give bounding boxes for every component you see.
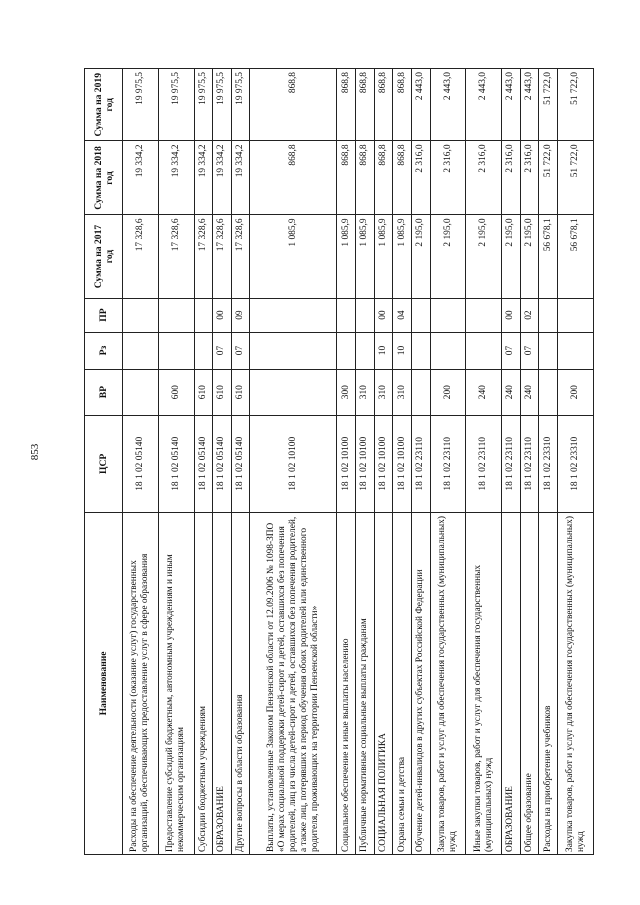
col-header-vr: ВР	[85, 369, 123, 415]
table-row	[430, 69, 466, 855]
row-vr-cell	[539, 369, 558, 415]
row-2018-cell: 2 316,0	[502, 141, 521, 215]
row-pr-cell	[412, 298, 431, 332]
row-csr-cell: 18 1 02 23110	[502, 415, 521, 512]
row-rz-cell: 10	[393, 332, 412, 369]
row-2017-cell: 17 328,6	[194, 215, 213, 298]
col-header-2018: Сумма на 2018 год	[85, 141, 123, 215]
row-pr-cell: 04	[393, 298, 412, 332]
row-csr-cell: 18 1 02 23310	[558, 415, 594, 512]
row-vr-cell: 310	[356, 369, 375, 415]
row-pr-cell: 00	[374, 298, 393, 332]
row-2017-cell: 2 195,0	[502, 215, 521, 298]
row-2017-cell: 2 195,0	[466, 215, 502, 298]
col-header-2017: Сумма на 2017 год	[85, 215, 123, 298]
row-name-cell: Другие вопросы в области образования	[231, 512, 250, 854]
row-vr-cell	[123, 369, 159, 415]
table-row	[466, 69, 502, 855]
row-2017-cell: 17 328,6	[213, 215, 232, 298]
row-rz-cell	[356, 332, 375, 369]
row-csr-cell: 18 1 02 10100	[393, 415, 412, 512]
row-pr-cell	[337, 298, 356, 332]
row-2017-cell: 1 085,9	[356, 215, 375, 298]
row-pr-cell: 09	[231, 298, 250, 332]
row-2017-cell: 2 195,0	[520, 215, 539, 298]
row-pr-cell: 02	[520, 298, 539, 332]
row-rz-cell: 07	[520, 332, 539, 369]
row-vr-cell: 240	[502, 369, 521, 415]
row-rz-cell	[250, 332, 337, 369]
col-header-2019: Сумма на 2019 год	[85, 69, 123, 141]
row-vr-cell: 240	[466, 369, 502, 415]
row-name-cell: Публичные нормативные социальные выплаты гражданам	[356, 512, 375, 854]
row-name-cell: ОБРАЗОВАНИЕ	[502, 512, 521, 854]
row-csr-cell: 18 1 02 23110	[412, 415, 431, 512]
row-2019-cell: 2 443,0	[412, 69, 431, 141]
row-rz-cell	[194, 332, 213, 369]
row-2019-cell: 2 443,0	[502, 69, 521, 141]
table-row	[231, 69, 250, 855]
row-name-cell: Охрана семьи и детства	[393, 512, 412, 854]
row-2018-cell: 19 334,2	[123, 141, 159, 215]
row-2017-cell: 56 678,1	[539, 215, 558, 298]
row-name-cell: СОЦИАЛЬНАЯ ПОЛИТИКА	[374, 512, 393, 854]
row-name-cell: Социальное обеспечение и иные выплаты населению	[337, 512, 356, 854]
row-2018-cell: 868,8	[393, 141, 412, 215]
row-rz-cell	[430, 332, 466, 369]
table-row	[502, 69, 521, 855]
table-row	[412, 69, 431, 855]
row-2017-cell: 17 328,6	[231, 215, 250, 298]
row-2017-cell: 56 678,1	[558, 215, 594, 298]
row-2017-cell: 1 085,9	[374, 215, 393, 298]
row-name-cell: Предоставление субсидий бюджетным, автономным учреждениям и иным некоммерческим организациям	[158, 512, 194, 854]
page-number: 853	[29, 443, 41, 461]
row-rz-cell: 07	[502, 332, 521, 369]
rotated-table-container	[84, 68, 594, 855]
row-pr-cell: 00	[213, 298, 232, 332]
row-vr-cell: 240	[520, 369, 539, 415]
row-2019-cell: 868,8	[250, 69, 337, 141]
row-csr-cell: 18 1 02 05140	[123, 415, 159, 512]
row-vr-cell: 610	[231, 369, 250, 415]
row-rz-cell	[539, 332, 558, 369]
row-2018-cell: 2 316,0	[412, 141, 431, 215]
budget-table	[84, 68, 594, 855]
row-pr-cell	[158, 298, 194, 332]
row-pr-cell	[123, 298, 159, 332]
row-csr-cell: 18 1 02 05140	[158, 415, 194, 512]
row-csr-cell: 18 1 02 10100	[356, 415, 375, 512]
row-2018-cell: 19 334,2	[231, 141, 250, 215]
row-2018-cell: 868,8	[356, 141, 375, 215]
row-name-cell: Расходы на обеспечение деятельности (оказание услуг) государственных организаций, обеспечивающих предоставление услуг в сфере образования	[123, 512, 159, 854]
row-csr-cell: 18 1 02 23110	[520, 415, 539, 512]
row-2018-cell: 19 334,2	[213, 141, 232, 215]
table-row	[356, 69, 375, 855]
col-header-pr: ПР	[85, 298, 123, 332]
row-csr-cell: 18 1 02 23310	[539, 415, 558, 512]
row-csr-cell: 18 1 02 23110	[430, 415, 466, 512]
row-2017-cell: 2 195,0	[430, 215, 466, 298]
row-2019-cell: 868,8	[393, 69, 412, 141]
row-2019-cell: 2 443,0	[520, 69, 539, 141]
col-header-name: Наименование	[85, 512, 123, 854]
row-2018-cell: 19 334,2	[158, 141, 194, 215]
row-vr-cell	[250, 369, 337, 415]
row-rz-cell	[466, 332, 502, 369]
row-pr-cell	[466, 298, 502, 332]
row-2018-cell: 51 722,0	[539, 141, 558, 215]
row-2019-cell: 19 975,5	[158, 69, 194, 141]
row-pr-cell	[194, 298, 213, 332]
table-row	[250, 69, 337, 855]
table-row	[194, 69, 213, 855]
row-pr-cell: 00	[502, 298, 521, 332]
row-2017-cell: 1 085,9	[250, 215, 337, 298]
row-2017-cell: 1 085,9	[393, 215, 412, 298]
col-header-rz: Рз	[85, 332, 123, 369]
row-2019-cell: 51 722,0	[558, 69, 594, 141]
row-name-cell: Выплаты, установленные Законом Пензенской области от 12.09.2006 № 1098-ЗПО «О мерах социальной поддержки детей-сирот и детей, оставшихся без попечения родителей, лиц из числа детей-сирот и детей, оставшихся без попечения родителей, а также лиц, потерявших в период обучения обоих родителей или единственного родителя, проживающих на территории Пензенской области»	[250, 512, 337, 854]
row-2019-cell: 19 975,5	[194, 69, 213, 141]
row-vr-cell: 300	[337, 369, 356, 415]
row-2019-cell: 868,8	[356, 69, 375, 141]
row-vr-cell: 310	[374, 369, 393, 415]
row-vr-cell	[412, 369, 431, 415]
table-row	[374, 69, 393, 855]
row-csr-cell: 18 1 02 05140	[194, 415, 213, 512]
row-pr-cell	[250, 298, 337, 332]
row-vr-cell: 200	[430, 369, 466, 415]
table-row	[158, 69, 194, 855]
row-csr-cell: 18 1 02 10100	[337, 415, 356, 512]
row-2019-cell: 868,8	[337, 69, 356, 141]
row-2017-cell: 1 085,9	[337, 215, 356, 298]
table-header-row	[85, 69, 123, 855]
table-row	[337, 69, 356, 855]
row-2019-cell: 19 975,5	[123, 69, 159, 141]
row-pr-cell	[558, 298, 594, 332]
row-pr-cell	[539, 298, 558, 332]
table-row	[520, 69, 539, 855]
row-rz-cell: 07	[231, 332, 250, 369]
row-rz-cell	[158, 332, 194, 369]
row-2018-cell: 868,8	[250, 141, 337, 215]
row-2018-cell: 868,8	[337, 141, 356, 215]
row-2019-cell: 51 722,0	[539, 69, 558, 141]
row-2019-cell: 19 975,5	[213, 69, 232, 141]
row-vr-cell: 200	[558, 369, 594, 415]
row-name-cell: Обучение детей-инвалидов в других субъектах Российской Федерации	[412, 512, 431, 854]
row-rz-cell	[337, 332, 356, 369]
row-2019-cell: 868,8	[374, 69, 393, 141]
row-csr-cell: 18 1 02 10100	[374, 415, 393, 512]
row-name-cell: Общее образование	[520, 512, 539, 854]
table-row	[558, 69, 594, 855]
row-2018-cell: 868,8	[374, 141, 393, 215]
row-2018-cell: 51 722,0	[558, 141, 594, 215]
table-row	[393, 69, 412, 855]
row-2018-cell: 2 316,0	[520, 141, 539, 215]
row-name-cell: ОБРАЗОВАНИЕ	[213, 512, 232, 854]
table-row	[123, 69, 159, 855]
row-vr-cell: 600	[158, 369, 194, 415]
row-name-cell: Закупка товаров, работ и услуг для обеспечения государственных (муниципальных) нужд	[558, 512, 594, 854]
row-rz-cell: 07	[213, 332, 232, 369]
row-2017-cell: 2 195,0	[412, 215, 431, 298]
row-csr-cell: 18 1 02 23110	[466, 415, 502, 512]
row-csr-cell: 18 1 02 10100	[250, 415, 337, 512]
row-name-cell: Расходы на приобретение учебников	[539, 512, 558, 854]
row-rz-cell	[412, 332, 431, 369]
row-rz-cell	[123, 332, 159, 369]
row-vr-cell: 310	[393, 369, 412, 415]
row-vr-cell: 610	[194, 369, 213, 415]
row-pr-cell	[356, 298, 375, 332]
row-2018-cell: 19 334,2	[194, 141, 213, 215]
table-body	[123, 69, 594, 855]
row-name-cell: Иные закупки товаров, работ и услуг для обеспечения государственных (муниципальных) нужд	[466, 512, 502, 854]
row-vr-cell: 610	[213, 369, 232, 415]
row-2019-cell: 19 975,5	[231, 69, 250, 141]
row-2019-cell: 2 443,0	[430, 69, 466, 141]
row-rz-cell: 10	[374, 332, 393, 369]
col-header-csr: ЦСР	[85, 415, 123, 512]
row-name-cell: Субсидии бюджетным учреждениям	[194, 512, 213, 854]
row-2019-cell: 2 443,0	[466, 69, 502, 141]
row-2017-cell: 17 328,6	[158, 215, 194, 298]
row-rz-cell	[558, 332, 594, 369]
row-2017-cell: 17 328,6	[123, 215, 159, 298]
table-row	[213, 69, 232, 855]
row-2018-cell: 2 316,0	[466, 141, 502, 215]
row-csr-cell: 18 1 02 05140	[231, 415, 250, 512]
row-csr-cell: 18 1 02 05140	[213, 415, 232, 512]
row-name-cell: Закупка товаров, работ и услуг для обеспечения государственных (муниципальных) нужд	[430, 512, 466, 854]
row-pr-cell	[430, 298, 466, 332]
table-row	[539, 69, 558, 855]
row-2018-cell: 2 316,0	[430, 141, 466, 215]
